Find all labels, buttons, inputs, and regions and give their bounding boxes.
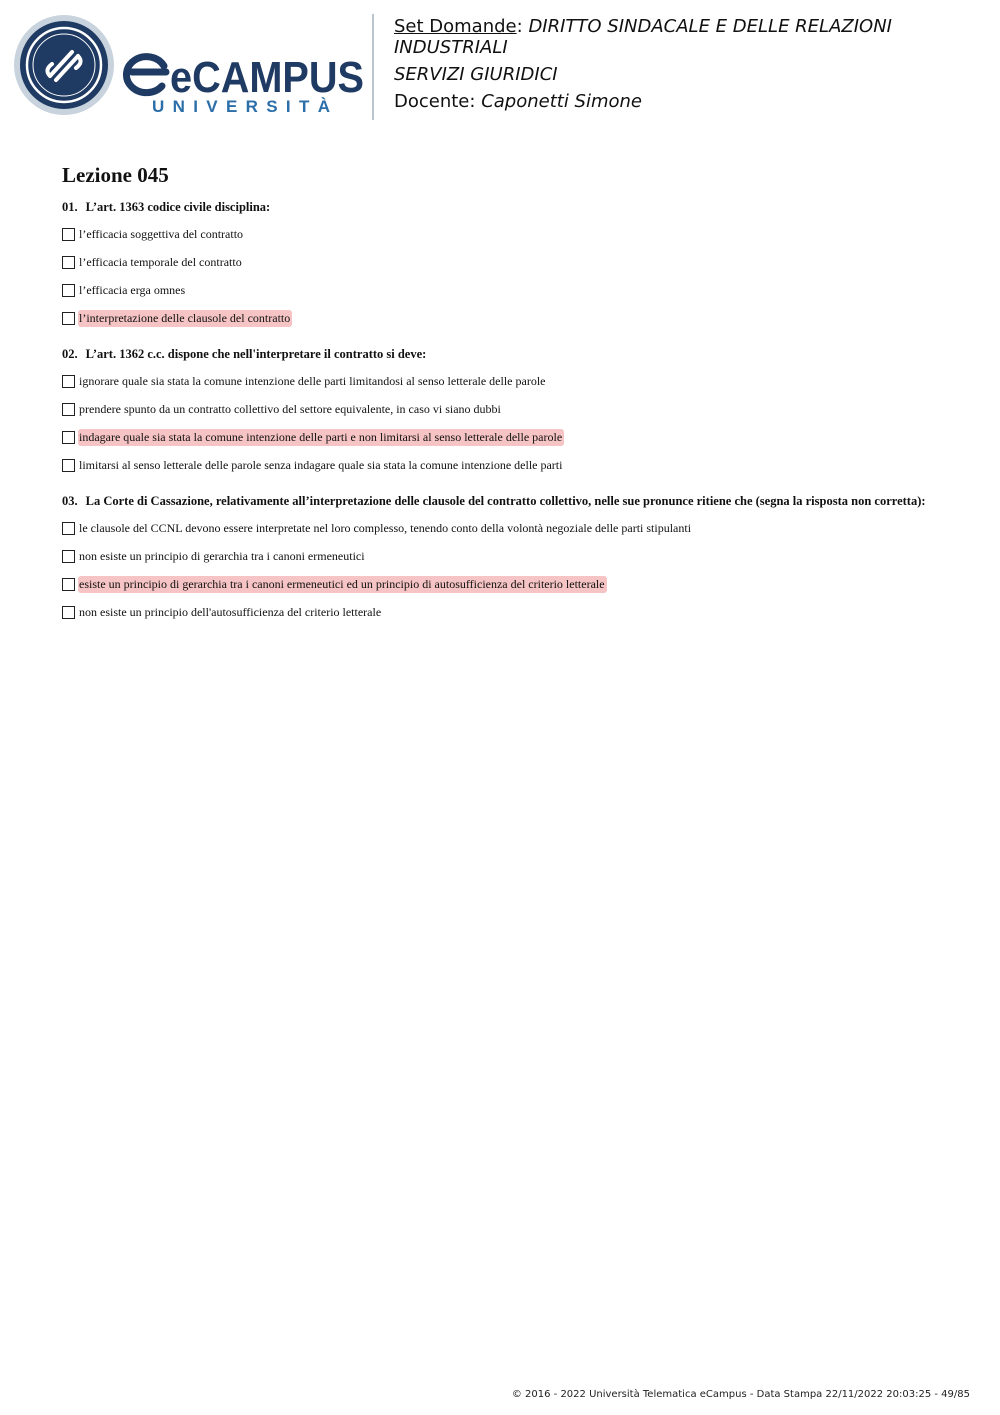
question-label: L’art. 1363 codice civile disciplina: (85, 200, 271, 214)
page-header (0, 0, 1000, 130)
answer-text: non esiste un principio dell'autosufficienza del criterio letterale (79, 605, 382, 619)
teacher-name: Caponetti Simone (481, 91, 643, 112)
question (62, 347, 962, 474)
ecampus-logo (14, 14, 374, 118)
question-number: 01. (62, 200, 78, 214)
answer-text-correct: l’interpretazione delle clausole del contratto (79, 311, 291, 325)
answer-option[interactable] (62, 457, 962, 474)
question-text (62, 494, 962, 509)
course-info (394, 16, 984, 118)
lesson-title: Lezione 045 (62, 163, 169, 187)
answer-option[interactable] (62, 373, 962, 390)
answer-option[interactable] (62, 548, 962, 565)
answer-text: limitarsi al senso letterale delle parole senza indagare quale sia stata la comune intenzione delle parti (79, 458, 563, 472)
answer-text: prendere spunto da un contratto collettivo del settore equivalente, in caso vi siano dubbi (79, 402, 501, 416)
answer-option[interactable] (62, 401, 962, 418)
course-title: DIRITTO SINDACALE E DELLE RELAZIONI INDUSTRIALI (394, 16, 892, 58)
question-label: La Corte di Cassazione, relativamente all’interpretazione delle clausole del contratto collettivo, nelle sue pronunce ritiene che (segna la risposta non corretta): (85, 494, 926, 508)
answer-checkbox[interactable] (62, 284, 75, 297)
answer-text: l’efficacia temporale del contratto (79, 255, 242, 269)
answer-option[interactable] (62, 226, 962, 243)
answer-checkbox[interactable] (62, 256, 75, 269)
quiz-content (62, 160, 962, 641)
answer-text-correct: esiste un principio di gerarchia tra i canoni ermeneutici ed un principio di autosufficienza del criterio letterale (79, 577, 605, 591)
question (62, 494, 962, 621)
question-number: 03. (62, 494, 78, 508)
question-text (62, 200, 962, 215)
set-domande-line (394, 16, 984, 58)
answer-checkbox[interactable] (62, 459, 75, 472)
logo-brand-text: eCAMPUS (170, 53, 364, 102)
answer-option[interactable] (62, 520, 962, 537)
question (62, 200, 962, 327)
page-footer: © 2016 - 2022 Università Telematica eCampus - Data Stampa 22/11/2022 20:03:25 - 49/85 (511, 1389, 970, 1400)
answer-option[interactable] (62, 604, 962, 621)
answer-option[interactable] (62, 282, 962, 299)
teacher-line (394, 91, 984, 112)
answer-option[interactable] (62, 576, 962, 593)
program-name: SERVIZI GIURIDICI (394, 64, 558, 85)
set-colon: : (516, 16, 523, 37)
question-text (62, 347, 962, 362)
answer-checkbox[interactable] (62, 375, 75, 388)
answer-text: ignorare quale sia stata la comune intenzione delle parti limitandosi al senso letterale delle parole (79, 374, 546, 388)
answer-checkbox[interactable] (62, 550, 75, 563)
answer-text-correct: indagare quale sia stata la comune intenzione delle parti e non limitarsi al senso letterale delle parole (79, 430, 563, 444)
answer-checkbox[interactable] (62, 403, 75, 416)
header-divider (372, 14, 374, 120)
answer-text: le clausole del CCNL devono essere interpretate nel loro complesso, tenendo conto della volontà negoziale delle parti stipulanti (79, 521, 692, 535)
teacher-label: Docente: (394, 91, 476, 112)
question-number: 02. (62, 347, 78, 361)
answer-checkbox[interactable] (62, 312, 75, 325)
question-label: L’art. 1362 c.c. dispone che nell'interpretare il contratto si deve: (85, 347, 427, 361)
answer-text: non esiste un principio di gerarchia tra i canoni ermeneutici (79, 549, 365, 563)
answer-checkbox[interactable] (62, 431, 75, 444)
answer-option[interactable] (62, 429, 962, 446)
answer-option[interactable] (62, 310, 962, 327)
answer-option[interactable] (62, 254, 962, 271)
answer-checkbox[interactable] (62, 228, 75, 241)
answer-checkbox[interactable] (62, 522, 75, 535)
answer-text: l’efficacia erga omnes (79, 283, 186, 297)
set-label: Set Domande (394, 16, 517, 37)
logo-sub-text: UNIVERSITÀ (152, 97, 330, 116)
answer-text: l’efficacia soggettiva del contratto (79, 227, 244, 241)
answer-checkbox[interactable] (62, 606, 75, 619)
answer-checkbox[interactable] (62, 578, 75, 591)
